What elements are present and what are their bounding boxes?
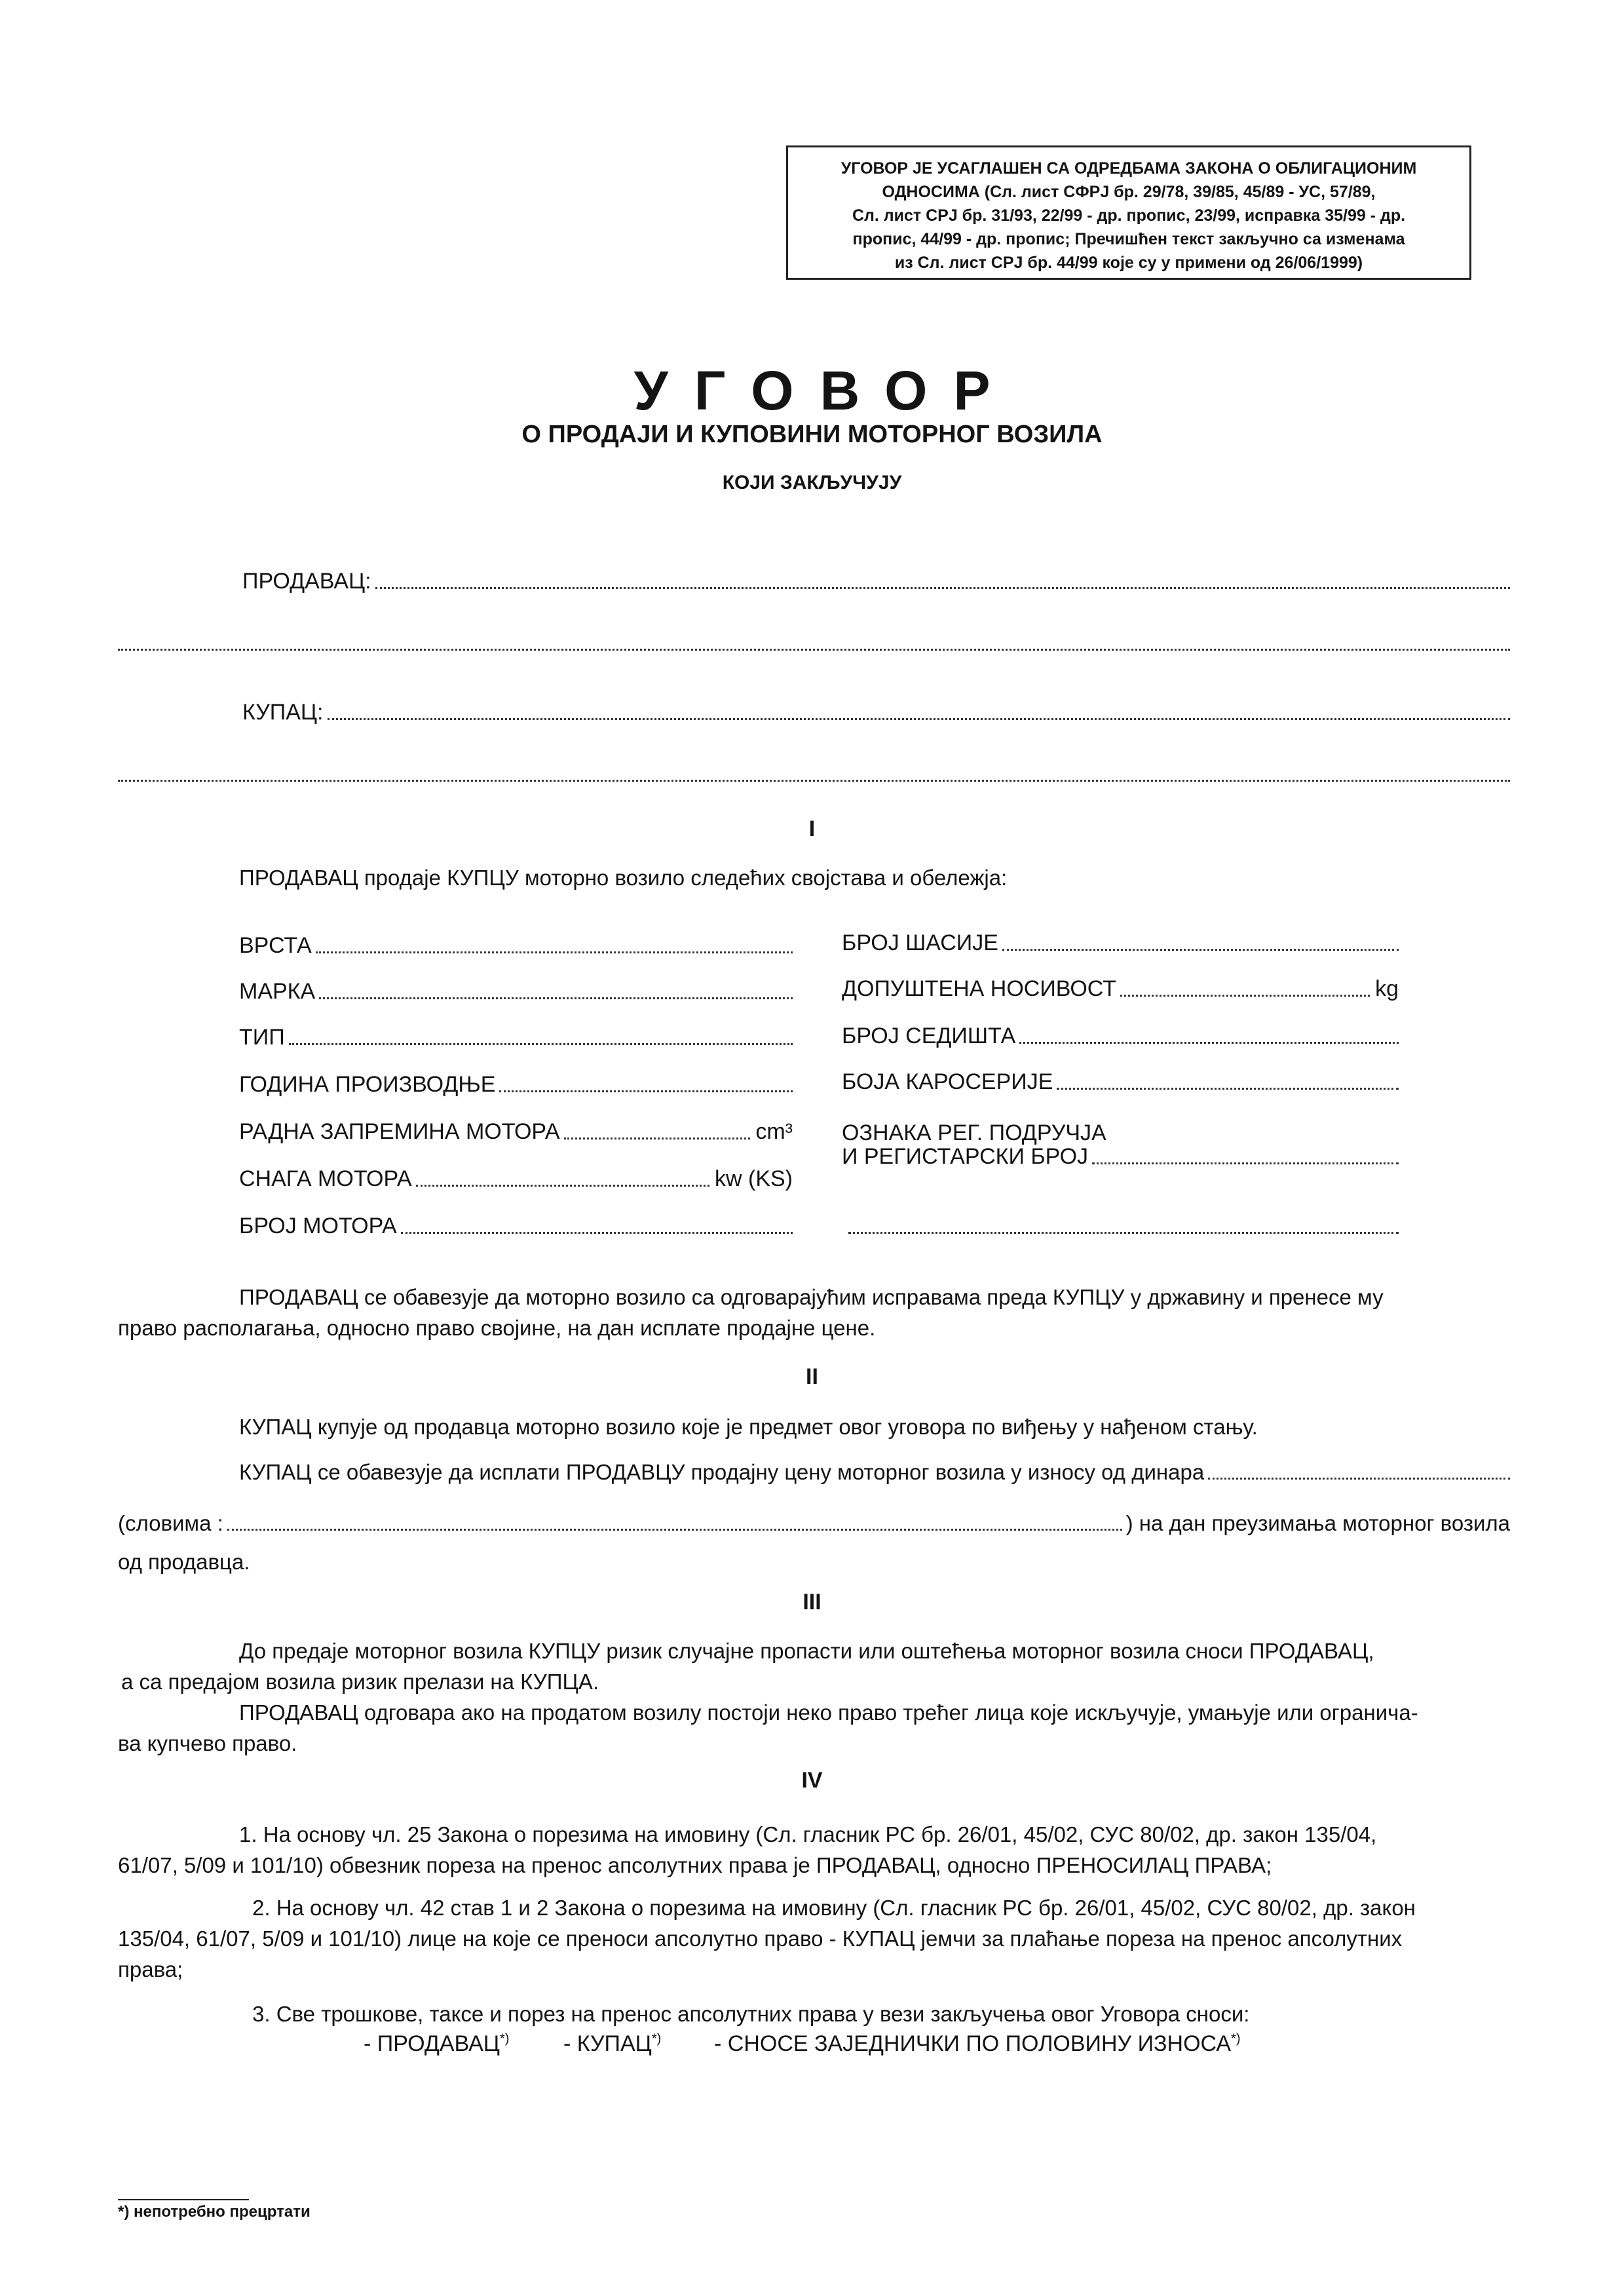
field-label: ТИП [239, 1025, 285, 1050]
section1-intro: ПРОДАВАЦ продаје КУПЦУ моторно возило следећих својстава и обележја: [239, 866, 1008, 890]
registration-fill-line-2[interactable] [848, 1232, 1399, 1234]
price-fill-line[interactable] [1208, 1478, 1510, 1480]
buyer-field[interactable] [242, 700, 1510, 725]
field-fill-line[interactable] [1002, 949, 1399, 951]
field-label: МАРКА [239, 979, 316, 1004]
field-label: ВРСТА [239, 933, 312, 958]
section4-item-3: 3. Све трошкове, таксе и порез на пренос апсолутних права у вези закључења овог Уговора сноси: [252, 2002, 1250, 2026]
price-words-label: (словима : [118, 1511, 223, 1535]
vehicle-model-field[interactable] [239, 1025, 793, 1050]
section4-item-2 [118, 1892, 1416, 1985]
field-fill-line[interactable] [319, 997, 793, 999]
paragraph-line: 61/07, 5/09 и 101/10) обвезник пореза на пренос апсолутних права је ПРОДАВАЦ, односно ПРЕНОСИЛАЦ ПРАВА; [118, 1853, 1272, 1877]
paragraph-line: ПРОДАВАЦ се обавезује да моторно возило са одговарајућим исправама преда КУПЦУ у државину и пренесе му [239, 1285, 1384, 1309]
field-label: БОЈА КАРОСЕРИЈЕ [842, 1069, 1053, 1094]
seller-label: ПРОДАВАЦ: [242, 569, 371, 594]
field-fill-line[interactable] [289, 1043, 793, 1045]
footnote-marker: *) [499, 2031, 510, 2046]
paragraph-line: 1. На основу чл. 25 Закона о порезима на имовину (Сл. гласник РС бр. 26/01, 45/02, СУС 80/02, др. закон 135/04, [239, 1822, 1377, 1846]
buyer-fill-line[interactable] [328, 718, 1511, 720]
price-in-words-field[interactable] [118, 1511, 1510, 1536]
payload-field[interactable] [842, 976, 1399, 1002]
seller-field[interactable] [242, 569, 1510, 594]
paragraph-line: право располагања, односно право својине, на дан исплате продајне цене. [118, 1316, 876, 1340]
footnote: *) непотребно прецртати [118, 2203, 311, 2221]
field-label: И РЕГИСТАРСКИ БРОЈ [842, 1144, 1089, 1169]
option-label: - ПРОДАВАЦ [364, 2031, 500, 2056]
paragraph-line: права; [118, 1957, 183, 1981]
field-fill-line[interactable] [1019, 1042, 1399, 1044]
section2-line-4: од продавца. [118, 1550, 250, 1574]
field-label: ДОПУШТЕНА НОСИВОСТ [842, 976, 1116, 1001]
section2-line-1: КУПАЦ купује од продавца моторно возило које је предмет овог уговора по виђењу у нађеном стању. [239, 1415, 1258, 1439]
field-fill-line[interactable] [316, 951, 793, 953]
price-label: КУПАЦ се обавезује да исплати ПРОДАВЦУ продајну цену моторног возила у износу од динара [239, 1460, 1205, 1484]
document-title: УГОВОР [633, 360, 1017, 421]
section-heading-4: IV [801, 1768, 823, 1793]
paragraph-line: 2. На основу чл. 42 став 1 и 2 Закона о порезима на имовину (Сл. гласник РС бр. 26/01, 45/02, СУС 80/02, др. закон [252, 1896, 1416, 1920]
section-heading-1: I [808, 816, 816, 841]
paragraph-line: а са предајом возила ризик прелази на КУПЦА. [121, 1670, 599, 1694]
field-fill-line[interactable] [401, 1232, 793, 1234]
field-fill-line[interactable] [564, 1138, 751, 1139]
legal-notice-box [786, 145, 1471, 280]
seller-obligation-paragraph [118, 1282, 1384, 1343]
registration-area-label: ОЗНАКА РЕГ. ПОДРУЧЈА [842, 1120, 1106, 1145]
field-label: РАДНА ЗАПРЕМИНА МОТОРА [239, 1119, 560, 1144]
section3-paragraph [118, 1636, 1418, 1759]
field-fill-line[interactable] [416, 1185, 709, 1187]
option-seller[interactable] [364, 2031, 509, 2057]
notice-line: УГОВОР ЈЕ УСАГЛАШЕН СА ОДРЕДБАМА ЗАКОНА О ОБЛИГАЦИОНИМ [840, 159, 1417, 178]
engine-number-field[interactable] [239, 1214, 793, 1239]
field-fill-line[interactable] [499, 1090, 793, 1092]
paragraph-line: 135/04, 61/07, 5/09 и 101/10) лице на које се преноси апсолутно право - КУПАЦ јемчи за плаћање пореза на пренос апсолутних [118, 1926, 1403, 1951]
notice-line: Сл. лист СРЈ бр. 31/93, 22/99 - др. пропис, 23/99, исправка 35/99 - др. [852, 206, 1406, 225]
registration-number-field[interactable] [842, 1144, 1399, 1170]
option-label: - КУПАЦ [563, 2031, 652, 2056]
section4-item-1 [118, 1819, 1376, 1881]
field-label: ГОДИНА ПРОИЗВОДЊЕ [239, 1072, 496, 1097]
paragraph-line: ва купчево право. [118, 1731, 297, 1755]
chassis-number-field[interactable] [842, 930, 1399, 956]
footnote-divider [118, 2199, 249, 2200]
paragraph-line: ПРОДАВАЦ одговара ако на продатом возилу постоји неко право трећег лица које искључује, умањује или огранича- [239, 1700, 1418, 1725]
field-fill-line[interactable] [1092, 1162, 1399, 1164]
vehicle-type-field[interactable] [239, 933, 793, 959]
seats-field[interactable] [842, 1024, 1399, 1049]
unit-label: cm³ [755, 1119, 793, 1144]
field-fill-line[interactable] [1057, 1088, 1399, 1090]
unit-label: kg [1375, 976, 1399, 1001]
notice-line: пропис, 44/99 - др. пропис; Пречишћен текст закључно са изменама [852, 230, 1405, 248]
footnote-marker: *) [651, 2031, 662, 2046]
section-heading-2: II [806, 1364, 818, 1389]
section-heading-3: III [803, 1590, 821, 1615]
field-label: БРОЈ СЕДИШТА [842, 1024, 1016, 1048]
option-label: - СНОСЕ ЗАЈЕДНИЧКИ ПО ПОЛОВИНУ ИЗНОСА [714, 2031, 1232, 2056]
seller-fill-line[interactable] [375, 587, 1510, 589]
unit-label: kw (KS) [715, 1166, 793, 1191]
price-words-fill-line[interactable] [227, 1529, 1122, 1531]
field-label: СНАГА МОТОРА [239, 1166, 412, 1191]
document-subtitle: О ПРОДАЈИ И КУПОВИНИ МОТОРНОГ ВОЗИЛА [521, 421, 1103, 448]
engine-displacement-field[interactable] [239, 1119, 793, 1145]
body-color-field[interactable] [842, 1069, 1399, 1095]
production-year-field[interactable] [239, 1072, 793, 1098]
option-shared[interactable] [714, 2031, 1240, 2057]
document-subtitle-parties: КОЈИ ЗАКЉУЧУЈУ [722, 472, 902, 493]
price-words-tail: ) на дан преузимања моторног возила [1125, 1511, 1510, 1535]
paragraph-line: До предаје моторног возила КУПЦУ ризик случајне пропасти или оштећења моторног возила сноси ПРОДАВАЦ, [239, 1639, 1374, 1663]
field-label: БРОЈ МОТОРА [239, 1214, 397, 1238]
buyer-fill-line-2[interactable] [118, 780, 1510, 782]
buyer-label: КУПАЦ: [242, 700, 324, 725]
option-buyer[interactable] [563, 2031, 661, 2057]
vehicle-make-field[interactable] [239, 979, 793, 1004]
notice-line: из Сл. лист СРЈ бр. 44/99 које су у примени од 26/06/1999) [894, 254, 1363, 272]
field-fill-line[interactable] [1120, 995, 1370, 997]
price-field[interactable] [239, 1460, 1510, 1485]
seller-fill-line-2[interactable] [118, 649, 1510, 651]
footnote-marker: *) [1231, 2031, 1241, 2046]
field-label: БРОЈ ШАСИЈЕ [842, 930, 998, 955]
engine-power-field[interactable] [239, 1166, 793, 1192]
notice-line: ОДНОСИМА (Сл. лист СФРЈ бр. 29/78, 39/85, 45/89 - УС, 57/89, [882, 183, 1376, 201]
